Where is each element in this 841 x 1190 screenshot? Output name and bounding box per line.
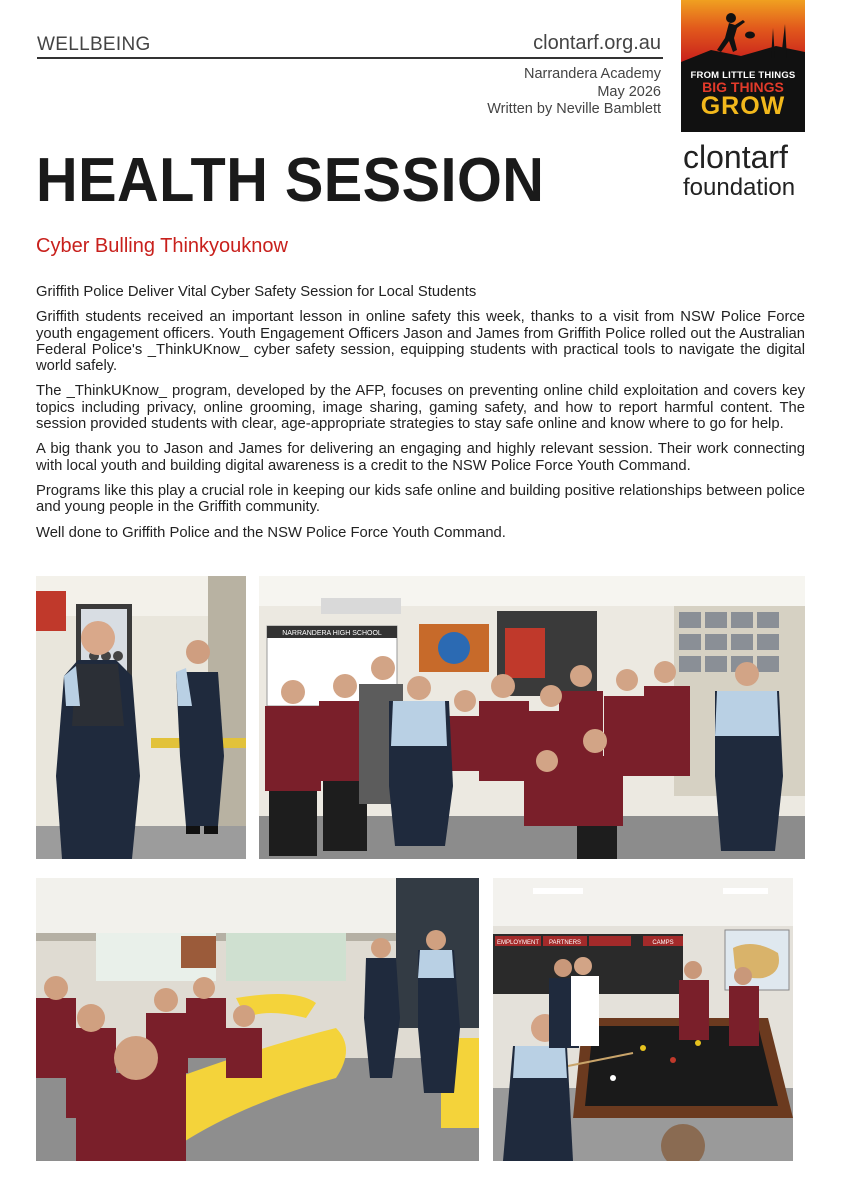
website-link[interactable]: clontarf.org.au — [533, 32, 661, 54]
article-paragraph: Well done to Griffith Police and the NSW Police Force Youth Command. — [36, 524, 506, 541]
photo-group — [259, 576, 805, 859]
sign-employment: EMPLOYMENT — [496, 940, 540, 946]
page-subtitle: Cyber Bulling Thinkyouknow — [36, 235, 288, 257]
article-meta — [487, 66, 661, 119]
page-title: HEALTH SESSION — [36, 146, 545, 215]
clontarf-logo-name: clontarf — [683, 139, 788, 175]
school-board-sign: NARRANDERA HIGH SCHOOL — [282, 630, 382, 637]
kicking-player-icon — [681, 0, 805, 62]
sign-camps: CAMPS — [652, 940, 674, 946]
article-date: May 2026 — [597, 83, 661, 100]
logo-line-2: BIG THINGS — [702, 79, 784, 95]
article-author: Written by Neville Bamblett — [487, 101, 661, 117]
photo-3-image — [36, 878, 479, 1161]
photo-2-image — [259, 576, 805, 859]
from-little-things-logo — [681, 0, 805, 132]
article-paragraph: Programs like this play a crucial role in keeping our kids safe online and building positive relationships between police and young people in the Griffith community. — [36, 482, 805, 516]
article-body — [36, 284, 805, 550]
logo-line-1: FROM LITTLE THINGS — [690, 70, 796, 81]
school-name: Narrandera Academy — [523, 66, 661, 82]
clontarf-logo-sub: foundation — [683, 174, 796, 201]
photo-1-image — [36, 576, 246, 859]
header-divider — [37, 57, 663, 59]
article-paragraph: Griffith students received an important lesson in online safety this week, thanks to a visit from NSW Police Force youth engagement officers. Youth Engagement Officers Jason and James from Griffith Police rolled out the Australian Federal Police's _ThinkUKnow_ cyber safety session, equipping students with practical tools to navigate the digital world safely. — [36, 309, 805, 375]
photo-officers-presenting — [36, 576, 246, 859]
logo-line-3: GROW — [700, 92, 786, 120]
article-paragraph: A big thank you to Jason and James for delivering an engaging and highly relevant session. Their work connecting with local youth and building digital awareness is a credit to the NSW Police Force Youth Command. — [36, 441, 805, 474]
article-headline: Griffith Police Deliver Vital Cyber Safety Session for Local Students — [36, 284, 477, 300]
photo-classroom — [36, 878, 479, 1161]
section-label: WELLBEING — [37, 34, 151, 55]
photo-pool-table — [493, 878, 793, 1161]
photo-4-image — [493, 878, 793, 1161]
sign-partners: PARTNERS — [548, 940, 582, 946]
article-paragraph: The _ThinkUKnow_ program, developed by the AFP, focuses on preventing online child exploitation and covers key topics including privacy, online grooming, image sharing, gaming safety, and how to report harmful content. The session provided students with clear, age-appropriate strategies to stay safe online and know where to go for help. — [36, 383, 805, 433]
